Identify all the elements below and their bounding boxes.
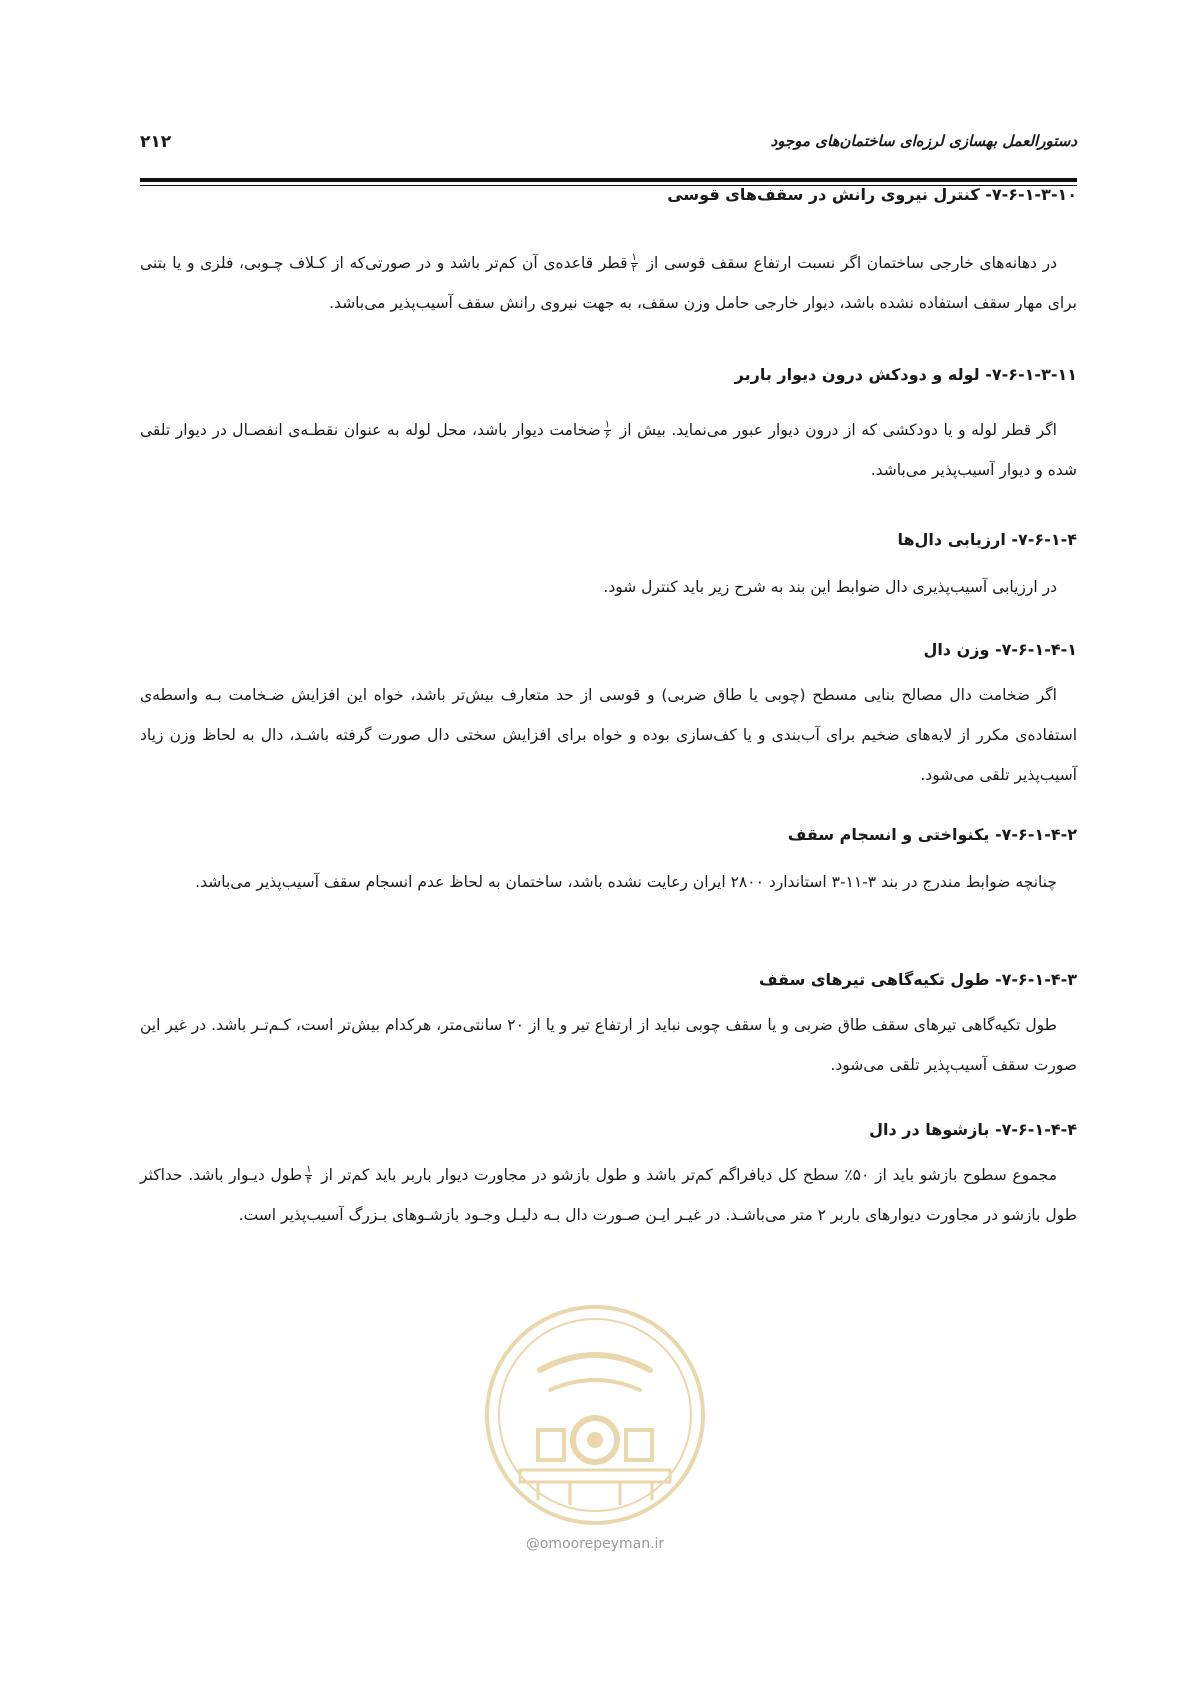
- header-rule-thick: [140, 178, 1077, 182]
- section-paragraph: اگر قطر لوله و یا دودکشی که از درون دیوار عبور می‌نماید. بیش از $\frac{۱}{۶}$ ضخامت دیوار باشد، محل لوله به عنوان نقطـه‌ی انفصـال در دیوار تلقی شده و دیوار آسیب‌پذیر می‌باشد.: [140, 419, 1077, 479]
- section-paragraph: مجموع سطوح بازشو باید از ۵۰٪ سطح کل دیافراگم کم‌تر باشد و طول بازشو در مجاورت دیوار باربر باید کم‌تر از $\frac{۱}{۴}$ طول دیـوار باشد. حداکثر طول بازشو در مجاورت دیوارهای باربر ۲ متر می‌باشـد. در غیـر ایـن صـورت دال بـه دلیـل وجـود بازشـوهای بـزرگ آسیب‌پذیر است.: [140, 1164, 1077, 1224]
- section-heading: ۷-۶-۱-۴-۳- طول تکیه‌گاهی تیرهای سقف: [759, 970, 1077, 989]
- section-heading: ۷-۶-۱-۴- ارزیابی دال‌ها: [897, 530, 1077, 549]
- section-paragraph: در ارزیابی آسیب‌پذیری دال ضوابط این بند به شرح زیر باید کنترل شود.: [603, 578, 1057, 596]
- page-number: ۲۱۲: [140, 132, 172, 152]
- watermark-logo-icon: [480, 1300, 710, 1530]
- section-heading: ۷-۶-۱-۴-۴- بازشوها در دال: [869, 1120, 1077, 1139]
- fraction: $\frac{۱}{۶}$: [604, 419, 611, 441]
- section-heading: ۷-۶-۱-۳-۱۱- لوله و دودکش درون دیوار باربر: [734, 365, 1077, 384]
- section-paragraph: اگر ضخامت دال مصالح بنایی مسطح (چوبی یا طاق ضربی) و قوسی از حد متعارف بیش‌تر باشد، خواه این افزایش ضـخامت بـه واسطه‌ی استفاده‌ی مکرر از لایه‌های ضخیم برای آب‌بندی و یا کف‌سازی بوده و خواه برای افزایش سختی دال صورت گرفته باشـد، دال به لحاظ وزن زیاد آسیب‌پذیر تلقی می‌شود.: [140, 686, 1077, 784]
- fraction: $\frac{۱}{۲}$: [631, 252, 637, 274]
- page-header: [140, 128, 1077, 168]
- watermark-url: @omoorepeyman.ir: [525, 1536, 665, 1552]
- section-heading: ۷-۶-۱-۴-۲- یکنواختی و انسجام سقف: [787, 825, 1077, 844]
- section-heading: ۷-۶-۱-۴-۱- وزن دال: [923, 640, 1077, 659]
- fraction: $\frac{۱}{۴}$: [306, 1164, 312, 1186]
- section-paragraph: طول تکیه‌گاهی تیرهای سقف طاق ضربی و یا سقف چوبی نباید از ارتفاع تیر و یا از ۲۰ سانتی‌متر، هرکدام بیش‌تر است، کـم‌تـر باشد. در غیر این صورت سقف آسیب‌پذیر تلقی می‌شود.: [140, 1016, 1077, 1074]
- section-paragraph: در دهانه‌های خارجی ساختمان اگر نسبت ارتفاع سقف قوسی از $\frac{۱}{۲}$ قطر قاعده‌ی آن کم‌تر باشد و در صورتی‌که از کـلاف چـوبی، فلزی و یا بتنی برای مهار سقف استفاده نشده باشد، دیوار خارجی حامل وزن سقف، به جهت نیروی رانش سقف آسیب‌پذیر می‌باشد.: [140, 252, 1077, 312]
- section-paragraph: چنانچه ضوابط مندرج در بند ۳-۱۱-۳ استاندارد ۲۸۰۰ ایران رعایت نشده باشد، ساختمان به لحاظ عدم انسجام سقف آسیب‌پذیر می‌باشد.: [195, 873, 1057, 891]
- running-title: دستورالعمل بهسازی لرزه‌ای ساختمان‌های موجود: [770, 132, 1077, 150]
- section-heading: ۷-۶-۱-۳-۱۰- کنترل نیروی رانش در سقف‌های قوسی: [667, 185, 1077, 204]
